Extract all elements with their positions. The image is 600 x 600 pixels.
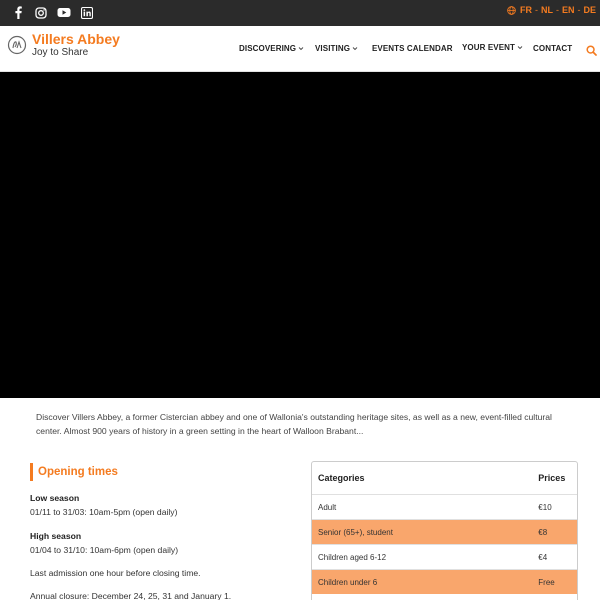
- nav-label: EVENTS CALENDAR: [372, 44, 453, 53]
- facebook-icon[interactable]: [6, 4, 29, 21]
- header-categories: Categories: [318, 473, 365, 483]
- search-icon[interactable]: [586, 43, 597, 61]
- price-value: €10: [538, 502, 552, 512]
- youtube-icon[interactable]: [52, 4, 75, 21]
- prices-table-header: [312, 462, 577, 494]
- prices-table: [311, 461, 578, 600]
- lang-en[interactable]: EN: [561, 5, 575, 15]
- price-value: €4: [538, 552, 548, 562]
- main-nav: [0, 26, 600, 72]
- chevron-down-icon: [298, 46, 304, 51]
- opening-times: [30, 463, 290, 600]
- nav-label: VISITING: [315, 44, 351, 53]
- nav-discovering[interactable]: [239, 44, 304, 53]
- annual-closure-note: Annual closure: December 24, 25, 31 and January 1.: [30, 591, 232, 600]
- chevron-down-icon: [517, 45, 523, 50]
- low-season-label: Low season: [30, 493, 80, 503]
- lang-separator: -: [577, 5, 581, 15]
- last-admission-note: Last admission one hour before closing time.: [30, 568, 201, 578]
- table-row: [312, 569, 577, 594]
- instagram-icon[interactable]: [29, 4, 52, 21]
- low-season-hours: 01/11 to 31/03: 10am-5pm (open daily): [30, 507, 178, 517]
- social-links: [6, 4, 98, 21]
- top-bar: [0, 0, 600, 26]
- price-value: Free: [538, 577, 555, 587]
- globe-icon: [507, 6, 516, 15]
- nav-label: DISCOVERING: [239, 44, 297, 53]
- high-season-hours: 01/04 to 31/10: 10am-6pm (open daily): [30, 545, 179, 555]
- nav-label: CONTACT: [533, 44, 573, 53]
- intro-text: Discover Villers Abbey, a former Cistercian abbey and one of Wallonia's outstanding heritage sites, as well as a new, event-filled cultural center. Almost 900 years of history in a green setting in the heart of Walloon Brabant...: [36, 412, 552, 436]
- low-season: [30, 491, 290, 519]
- nav-contact[interactable]: [533, 44, 572, 53]
- nav-label: YOUR EVENT: [462, 43, 516, 52]
- chevron-down-icon: [352, 46, 358, 51]
- price-value: €8: [538, 527, 548, 537]
- price-category: Adult: [318, 502, 337, 512]
- nav-events-calendar[interactable]: [372, 44, 453, 53]
- high-season-label: High season: [30, 531, 82, 541]
- nav-visiting[interactable]: [315, 44, 358, 53]
- nav-your-event[interactable]: [462, 43, 523, 52]
- price-category: Children under 6: [318, 577, 378, 587]
- lang-nl[interactable]: NL: [540, 5, 553, 15]
- site-header: [0, 26, 600, 72]
- lang-fr[interactable]: FR: [519, 5, 532, 15]
- table-row: [312, 544, 577, 569]
- header-prices: Prices: [538, 473, 566, 483]
- table-row: [312, 494, 577, 519]
- price-category: Senior (65+), student: [318, 527, 393, 537]
- opening-times-title: Opening times: [30, 463, 290, 481]
- table-row: [312, 519, 577, 544]
- brand-tagline: Joy to Share: [32, 47, 89, 58]
- lang-separator: -: [555, 5, 559, 15]
- hero-video[interactable]: [0, 72, 600, 398]
- price-category: Children aged 6-12: [318, 552, 387, 562]
- linkedin-icon[interactable]: [75, 4, 98, 21]
- language-switcher: [507, 5, 596, 15]
- lang-separator: -: [534, 5, 538, 15]
- lang-de[interactable]: DE: [583, 5, 596, 15]
- high-season: [30, 529, 290, 557]
- brand-name[interactable]: Villers Abbey: [32, 31, 120, 47]
